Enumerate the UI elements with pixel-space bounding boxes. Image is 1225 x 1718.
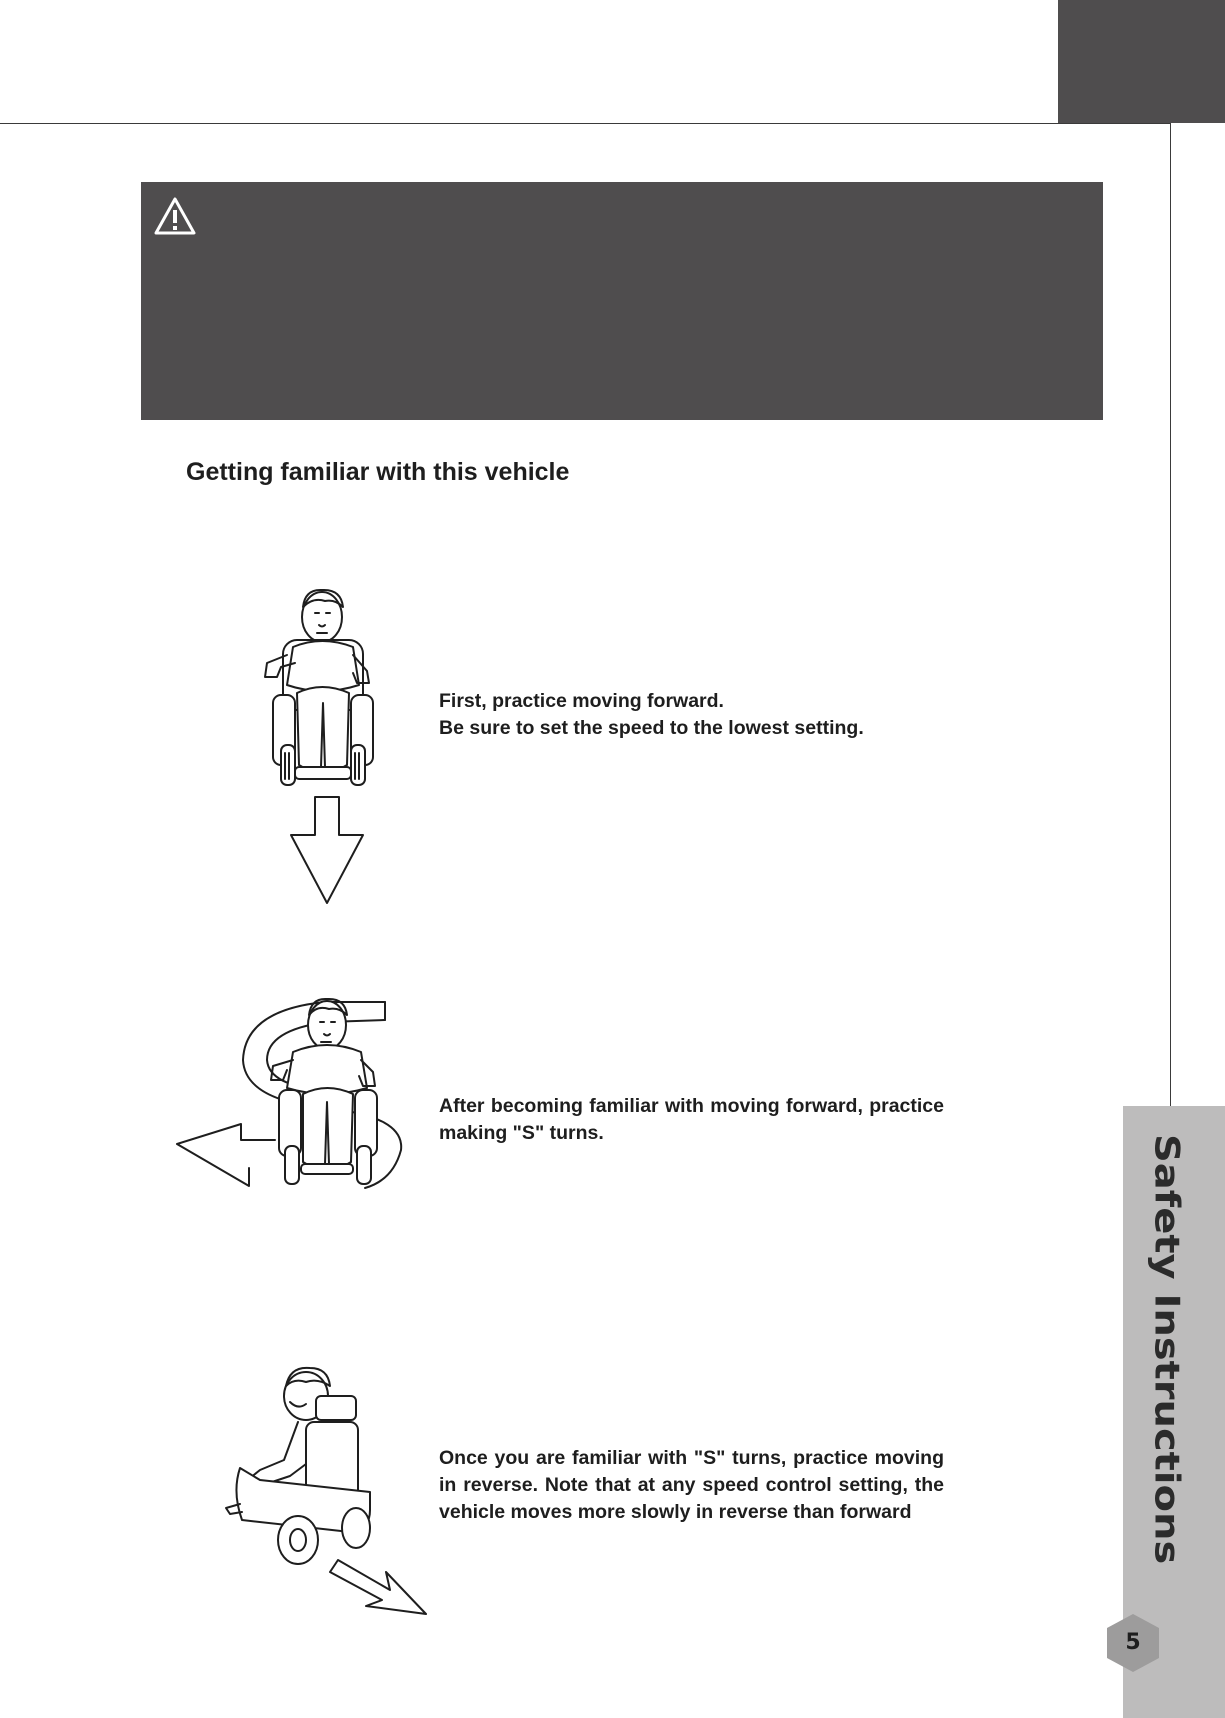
- page-number-badge: [1105, 1612, 1161, 1674]
- step-1-text: [439, 688, 944, 742]
- side-rule: [1170, 123, 1171, 1106]
- page-number: 5: [1125, 1630, 1141, 1655]
- warning-box: [141, 182, 1103, 420]
- header-rule: [0, 123, 1170, 124]
- step-1-line-2: Be sure to set the speed to the lowest setting.: [439, 717, 864, 739]
- wheelchair-s-turn-illustration: [175, 990, 425, 1200]
- warning-triangle-icon: [153, 196, 197, 236]
- wheelchair-reverse-illustration: [220, 1360, 430, 1616]
- step-3-text: [439, 1445, 944, 1526]
- section-heading: Getting familiar with this vehicle: [186, 458, 570, 486]
- wheelchair-forward-illustration: [255, 585, 395, 910]
- step-2-line-1: After becoming familiar with moving forward, practice making "S" turns.: [439, 1095, 944, 1144]
- step-2-text: [439, 1093, 944, 1147]
- section-tab-title: Safety Instructions: [1146, 1134, 1186, 1565]
- step-3-line-1: Once you are familiar with "S" turns, practice moving in reverse. Note that at any speed control setting, the vehicle moves more slowly in reverse than forward: [439, 1447, 944, 1523]
- step-1-line-1: First, practice moving forward.: [439, 690, 724, 712]
- header-corner-block: [1058, 0, 1225, 123]
